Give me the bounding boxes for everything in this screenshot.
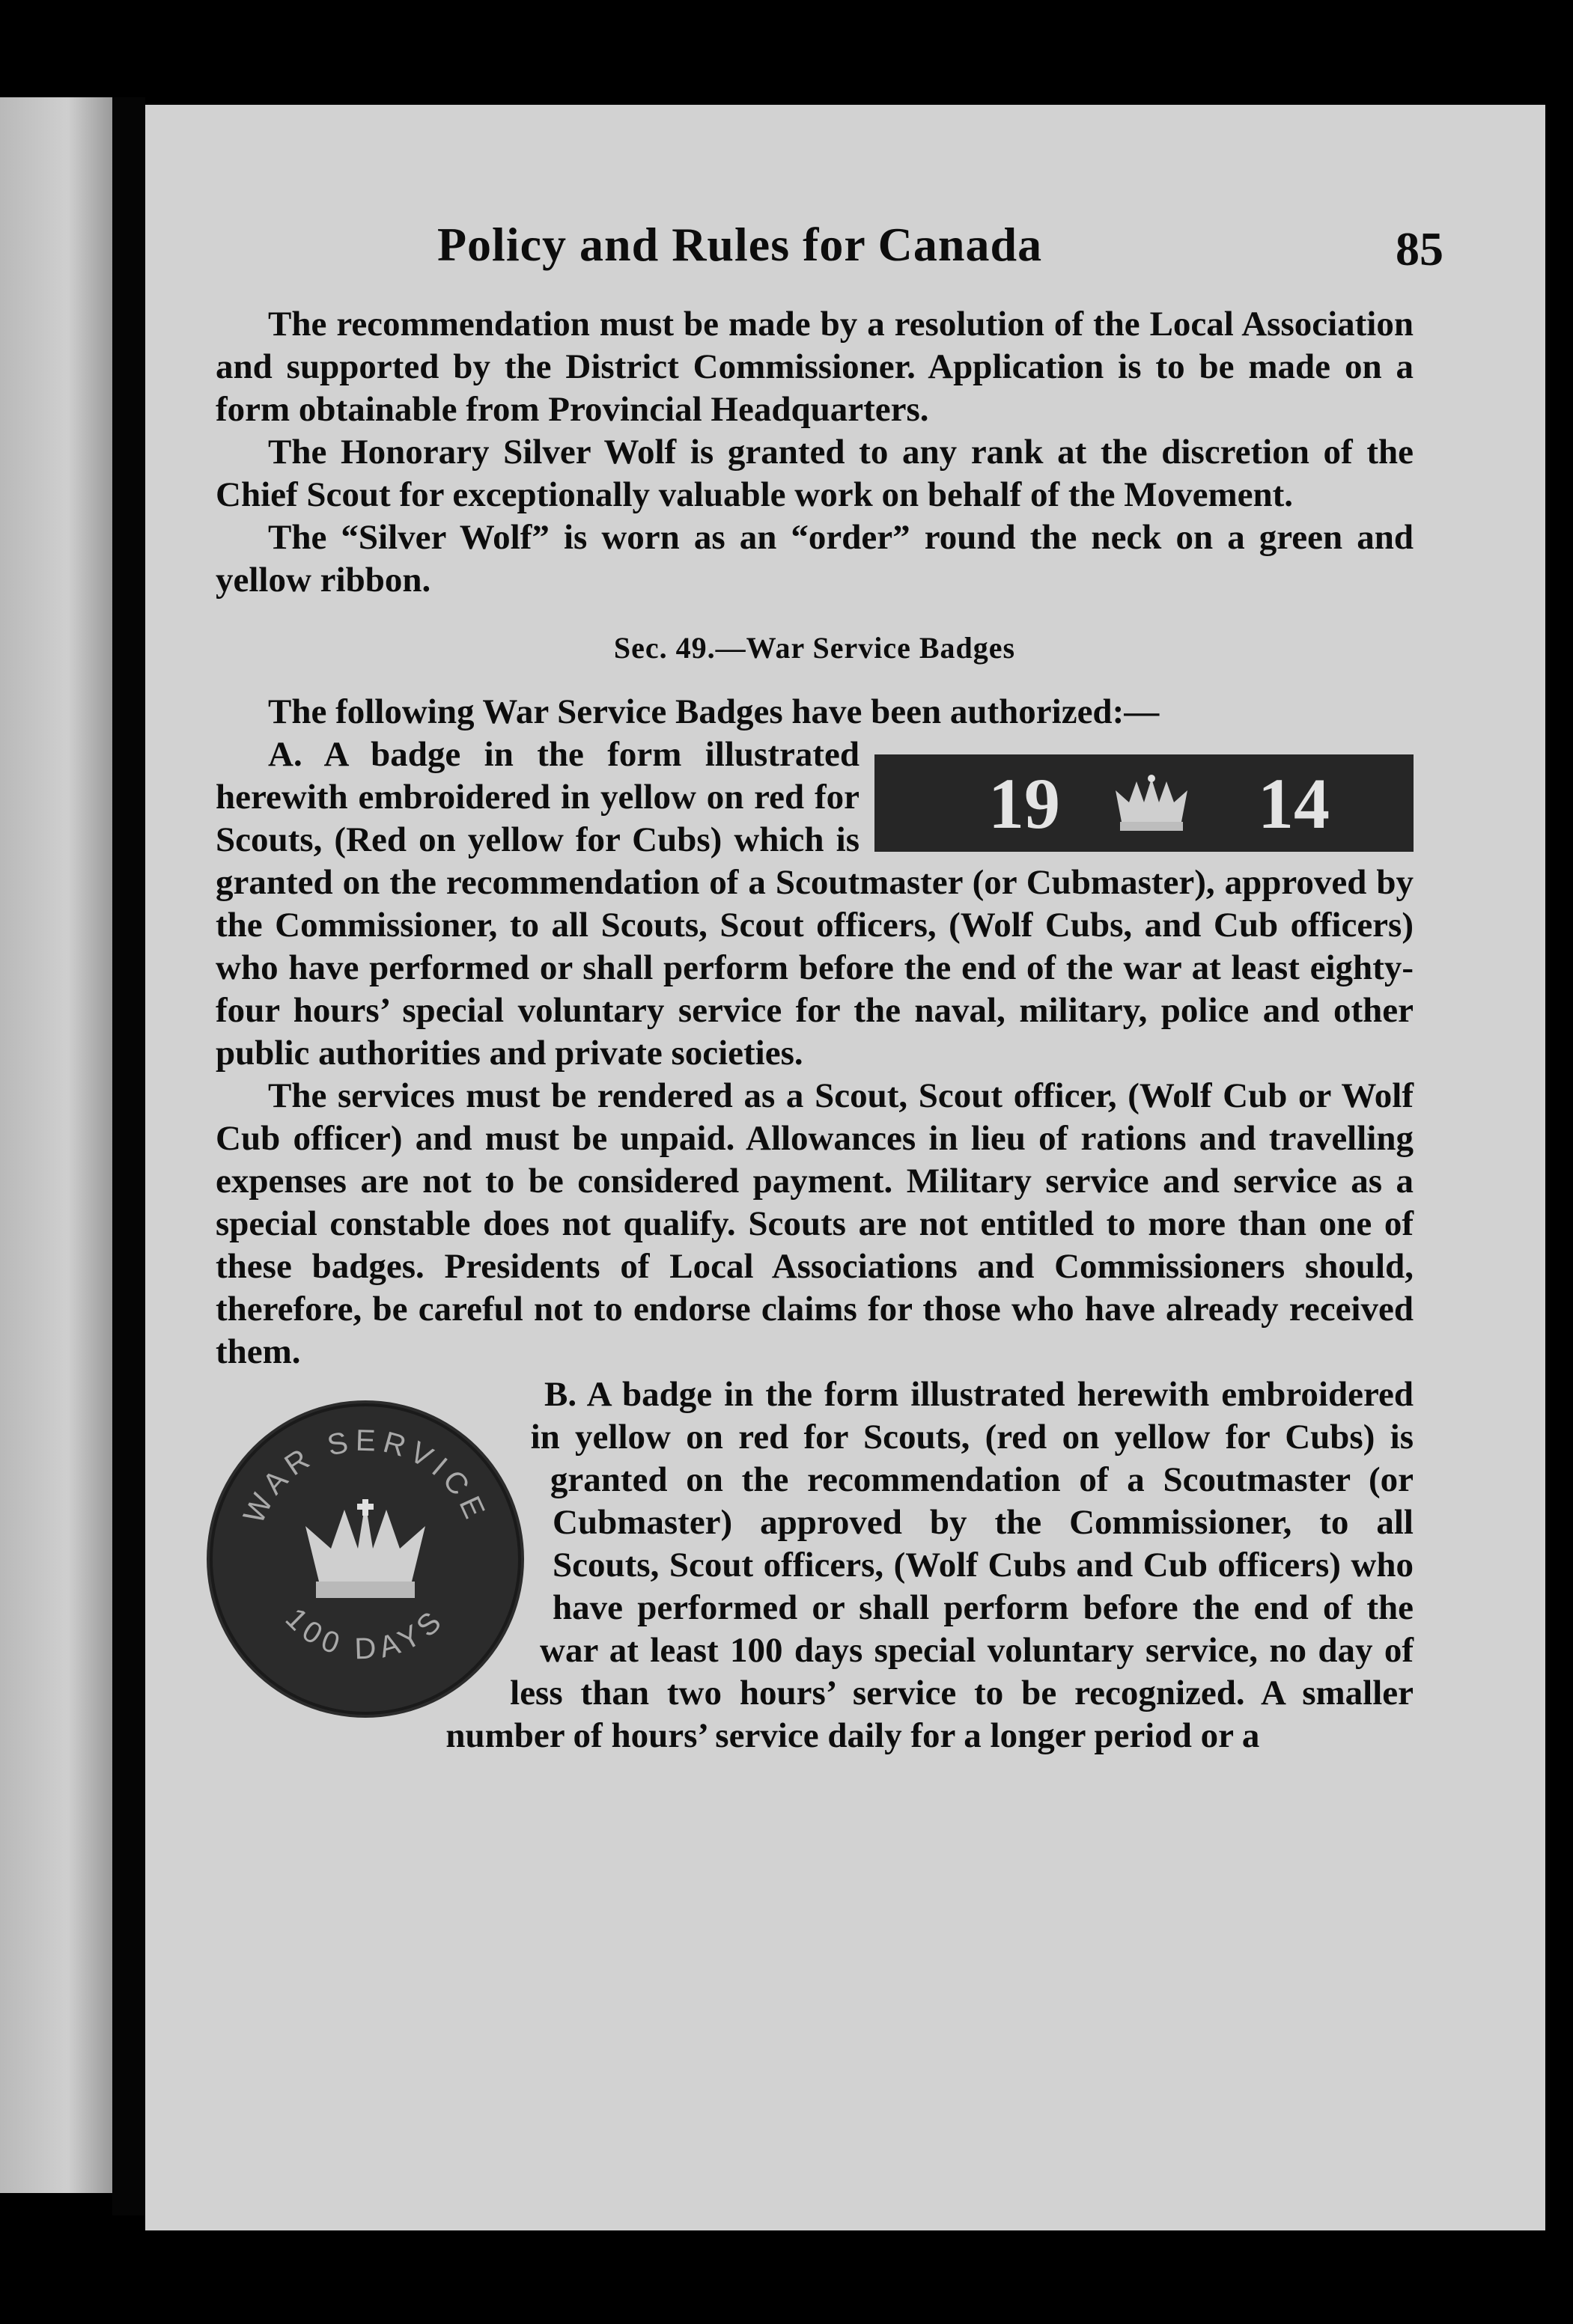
running-title: Policy and Rules for Canada — [436, 218, 1043, 271]
facing-page-edge — [0, 97, 112, 2193]
badge-war-service-graphic — [201, 1394, 530, 1724]
services-paragraph: The services must be rendered as a Scout, Scout officer, (Wolf Cub or Wolf Cub officer) and must be unpaid. Allowances in lieu of rations and travelling expenses are not to be considered payment. Military service and service as a special constable does not qualify. Scouts are not entitled to more than one of these badges. Presidents of Local Associations and Commissioners should, therefore, be careful not to endorse claims for those who have already received them. — [216, 1076, 1414, 1371]
item-a-block — [216, 734, 1414, 1075]
badge-1914-image — [874, 754, 1414, 852]
section-heading: Sec. 49.—War Service Badges — [613, 631, 1016, 665]
page-number: 85 — [1396, 222, 1443, 275]
paragraph-honorary-silver-wolf: The Honorary Silver Wolf is granted to any rank at the discretion of the Chief Scout for exceptionally valuable work on behalf of the Movement. — [216, 433, 1414, 514]
badge-b-top-text: WAR SERVICE — [237, 1424, 493, 1529]
badge-a-right-year: 14 — [1258, 763, 1330, 844]
paragraph-recommendation: The recommendation must be made by a resolution of the Local Association and supported by the District Commissioner. Application is to be made on a form obtainable from Provincial Headquarters. — [216, 305, 1414, 429]
page-body — [216, 303, 1414, 1757]
item-b-block — [216, 1373, 1414, 1757]
badge-b-bottom-text: 100 DAYS — [279, 1601, 452, 1666]
paragraph-silver-wolf-ribbon: The “Silver Wolf” is worn as an “order” round the neck on a green and yellow ribbon. — [216, 518, 1414, 600]
badge-war-service-image — [201, 1394, 530, 1724]
book-page — [145, 105, 1545, 2230]
book-spine — [112, 97, 145, 2215]
item-a-text: A. A badge in the form illustrated herewith embroidered in yellow on red for Scouts, (Red on yellow for Cubs) which is granted on the recommendation of a Scoutmaster (or Cubmaster), approved by the Commissioner, to all Scouts, Scout officers, (Wolf Cubs, and Cub officers) who have performed or shall perform before the end of the war at least eighty-four hours’ special voluntary service for the naval, military, police and other public authorities and private societies. — [216, 735, 1414, 1073]
item-b-text: B. A badge in the form illustrated herewith embroidered in yellow on red for Scouts, (red on yellow for Cubs) is granted on the recommendation of a Scoutmaster (or Cubmaster) approved by the Commissioner, to all Scouts, Scout officers, (Wolf Cubs and Cub officers) who have performed or shall perform before the end of the war at least 100 days special voluntary service, no day of less than two hours’ service to be recognized. A smaller number of hours’ service daily for a longer period or a — [445, 1375, 1414, 1755]
badge-a-left-year: 19 — [988, 763, 1060, 844]
running-head — [216, 217, 1443, 292]
badge-1914-graphic — [874, 754, 1414, 852]
section-intro: The following War Service Badges have been authorized:— — [268, 692, 1160, 731]
